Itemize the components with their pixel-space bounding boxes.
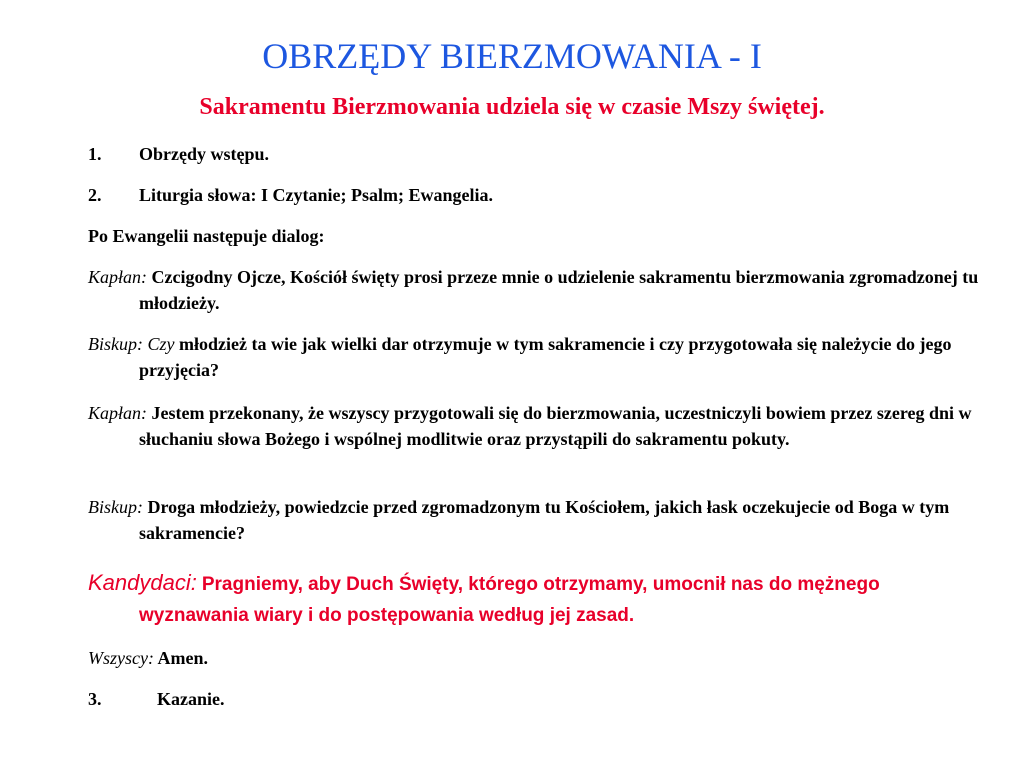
dialog-paragraph <box>88 494 993 546</box>
list-item-text: Kazanie. <box>157 689 225 709</box>
speaker-label: Kapłan: <box>88 267 148 287</box>
dialog-text: młodzież ta wie jak wielki dar otrzymuje w tym sakramencie i czy przygotowała się należycie do jego przyjęcia? <box>139 334 952 380</box>
slide-subtitle: Sakramentu Bierzmowania udziela się w czasie Mszy świętej. <box>199 94 825 120</box>
speaker-label: Kapłan: <box>88 403 148 423</box>
list-item-number: 2. <box>88 185 102 205</box>
list-item-text: Obrzędy wstępu. <box>139 144 269 164</box>
dialog-text: Amen. <box>157 648 208 668</box>
dialog-text: Droga młodzieży, powiedzcie przed zgromadzonym tu Kościołem, jakich łask oczekujecie od Boga w tym sakramencie? <box>139 497 950 543</box>
list-item-number: 3. <box>88 689 102 709</box>
list-item-text: Liturgia słowa: I Czytanie; Psalm; Ewangelia. <box>139 185 493 205</box>
dialog-paragraph <box>88 645 993 671</box>
dialog-text: Czcigodny Ojcze, Kościół święty prosi przeze mnie o udzielenie sakramentu bierzmowania zgromadzonej tu młodzieży. <box>139 267 979 313</box>
dialog-paragraph <box>88 331 993 383</box>
speaker-label: Biskup: <box>88 497 143 517</box>
candidates-response <box>88 568 993 631</box>
speaker-label: Kandydaci: <box>88 570 197 595</box>
dialog-intro: Po Ewangelii następuje dialog: <box>88 226 325 246</box>
list-item-number: 1. <box>88 144 102 164</box>
speaker-label: Biskup: Czy <box>88 334 175 354</box>
dialog-text: Jestem przekonany, że wszyscy przygotowali się do bierzmowania, uczestniczyli bowiem przez szereg dni w słuchaniu słowa Bożego i wspólnej modlitwie oraz przystąpili do sakramentu pokuty. <box>139 403 972 449</box>
speaker-label: Wszyscy: <box>88 648 154 668</box>
dialog-paragraph <box>88 264 993 316</box>
dialog-text: Pragniemy, aby Duch Święty, którego otrzymamy, umocnił nas do mężnego wyznawania wiary i do postępowania według jej zasad. <box>139 574 880 626</box>
slide-title: OBRZĘDY BIERZMOWANIA - I <box>262 36 762 76</box>
dialog-paragraph <box>88 400 993 452</box>
